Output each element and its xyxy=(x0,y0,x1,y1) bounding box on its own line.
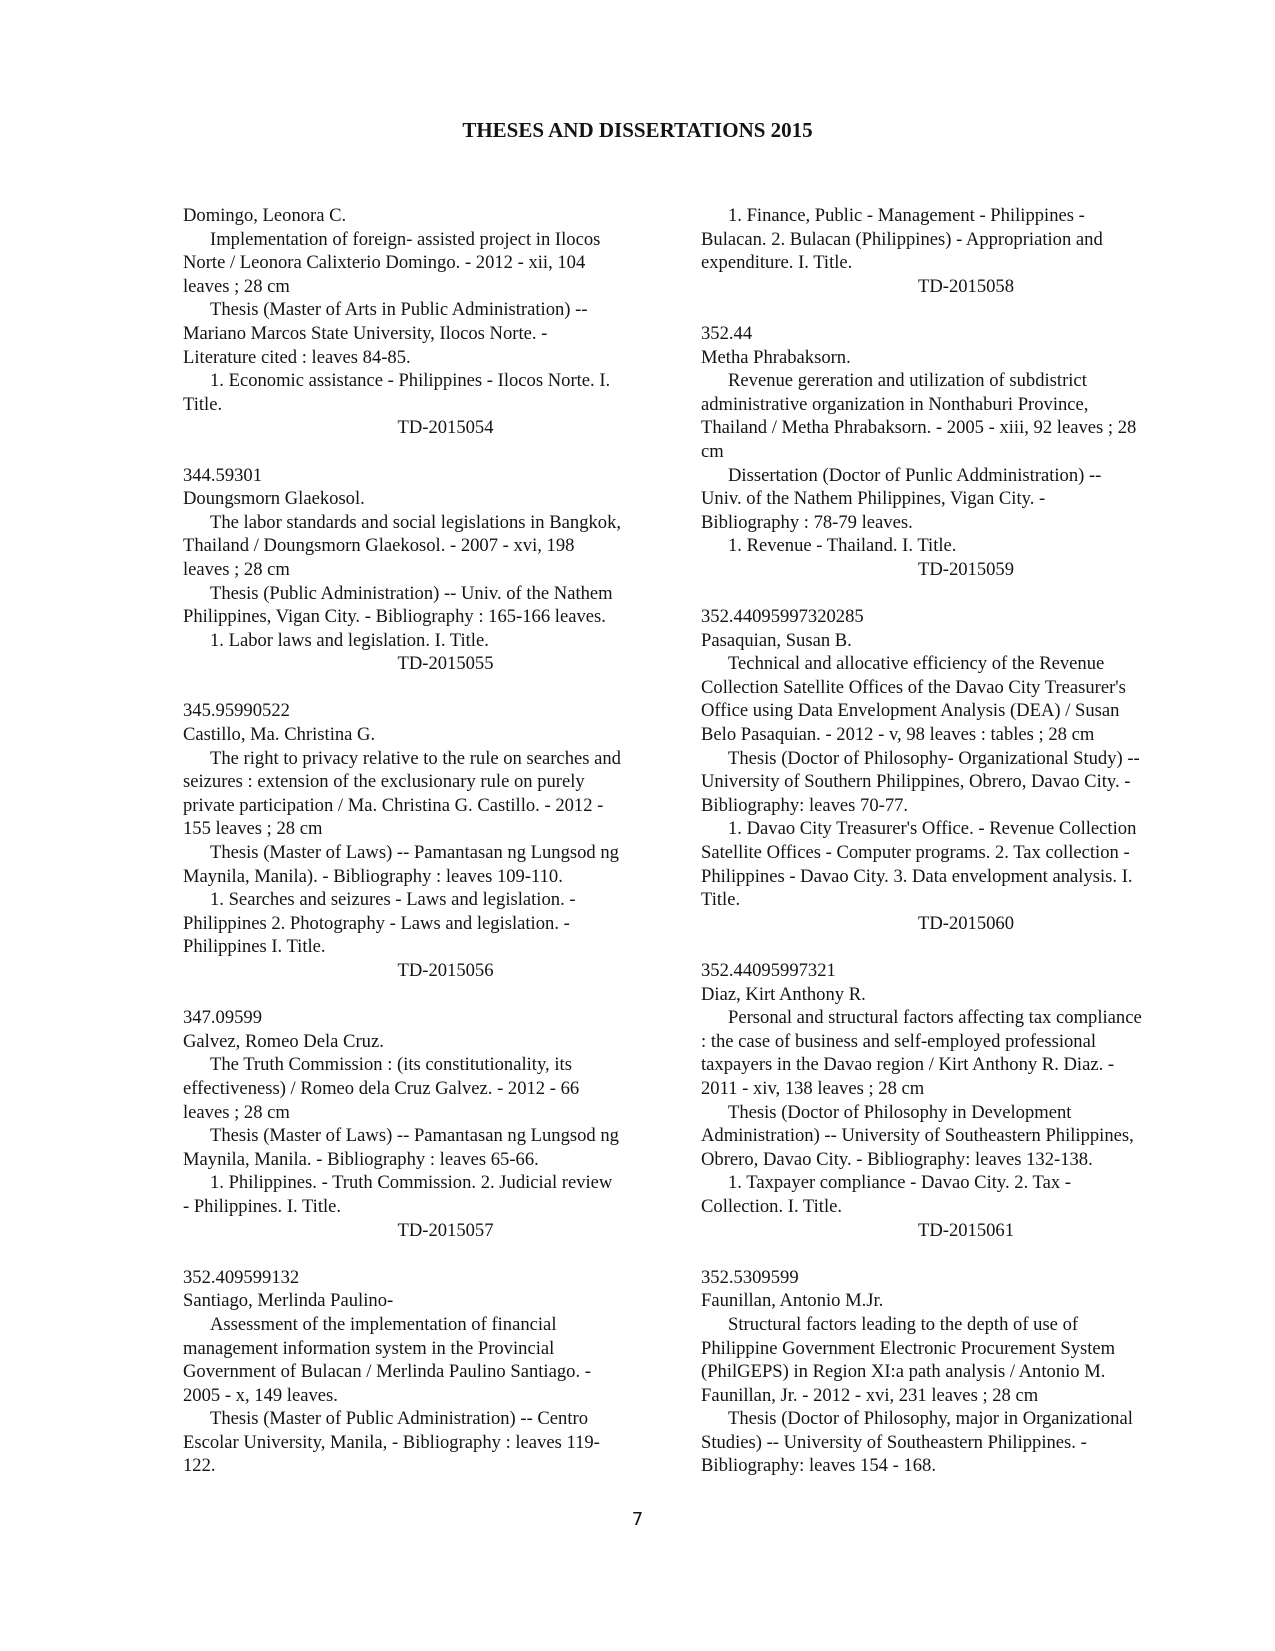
entry-line: Personal and structural factors affecting tax compliance xyxy=(728,1007,1142,1029)
entry-line: 1. Davao City Treasurer's Office. - Revenue Collection xyxy=(728,818,1137,840)
entry-line: Assessment of the implementation of financial xyxy=(210,1313,557,1335)
call-number: 347.09599 xyxy=(183,1007,263,1029)
entry-line: Univ. of the Nathem Philippines, Vigan City. - xyxy=(701,488,1046,510)
entry-line: Thesis (Doctor of Philosophy, major in Organizational xyxy=(728,1408,1133,1430)
entry-line: leaves ; 28 cm xyxy=(183,558,290,580)
entry-line: 1. Revenue - Thailand. I. Title. xyxy=(728,535,957,557)
entry-line: Philippines 2. Photography - Laws and legislation. - xyxy=(183,912,570,934)
entry-line: Domingo, Leonora C. xyxy=(183,205,347,226)
td-number: TD-2015059 xyxy=(917,558,1015,580)
entry-line: Technical and allocative efficiency of the Revenue xyxy=(728,653,1105,675)
entry-line: 122. xyxy=(183,1455,216,1477)
call-number: 352.5309599 xyxy=(701,1266,799,1288)
entry-line: expenditure. I. Title. xyxy=(701,252,853,274)
catalog-entry xyxy=(701,1266,1191,1478)
entry-line: taxpayers in the Davao region / Kirt Anthony R. Diaz. - xyxy=(701,1054,1115,1076)
entry-line: Belo Pasaquian. - 2012 - v, 98 leaves : tables ; 28 cm xyxy=(701,724,1095,746)
entry-line: 1. Taxpayer compliance - Davao City. 2. Tax - xyxy=(728,1172,1071,1194)
entry-line: Bibliography : 78-79 leaves. xyxy=(701,511,913,533)
entry-line: seizures : extension of the exclusionary rule on purely xyxy=(183,771,585,793)
entry-line: private participation / Ma. Christina G. Castillo. - 2012 - xyxy=(183,794,604,816)
entry-line: Collection. I. Title. xyxy=(701,1195,843,1217)
entry-line: The labor standards and social legislations in Bangkok, xyxy=(210,511,622,533)
entry-line: Escolar University, Manila, - Bibliography : leaves 119- xyxy=(183,1431,600,1453)
td-number: TD-2015061 xyxy=(917,1219,1015,1241)
catalog-entry xyxy=(183,1006,668,1242)
call-number: 352.44095997321 xyxy=(701,960,836,981)
entry-line: Santiago, Merlinda Paulino- xyxy=(183,1290,394,1312)
entry-line: 1. Economic assistance - Philippines - Ilocos Norte. I. xyxy=(210,370,611,392)
catalog-entry xyxy=(183,1266,668,1478)
entry-line: Thailand / Metha Phrabaksorn. - 2005 - xiii, 92 leaves ; 28 xyxy=(701,417,1137,439)
entry-line: Dissertation (Doctor of Punlic Addministration) -- xyxy=(728,464,1102,486)
entry-line: Bulacan. 2. Bulacan (Philippines) - Appropriation and xyxy=(701,228,1103,250)
entry-line: Thesis (Master of Arts in Public Administration) -- xyxy=(210,299,588,321)
entry-line: Bibliography: leaves 70-77. xyxy=(701,794,909,816)
entry-line: Office using Data Envelopment Analysis (DEA) / Susan xyxy=(701,700,1120,722)
entry-line: Faunillan, Jr. - 2012 - xvi, 231 leaves ; 28 cm xyxy=(701,1384,1039,1406)
entry-line: Galvez, Romeo Dela Cruz. xyxy=(183,1030,384,1052)
entry-line: 1. Searches and seizures - Laws and legislation. - xyxy=(210,889,576,911)
entry-line: 1. Finance, Public - Management - Philippines - xyxy=(728,205,1085,226)
entry-line: Thesis (Master of Public Administration) -- Centro xyxy=(210,1408,589,1430)
catalog-entry xyxy=(701,204,1191,298)
entry-line: administrative organization in Nonthaburi Province, xyxy=(701,393,1089,415)
entry-line: effectiveness) / Romeo dela Cruz Galvez. - 2012 - 66 xyxy=(183,1077,580,1099)
entry-line: The Truth Commission : (its constitutionality, its xyxy=(210,1054,572,1076)
entry-line: Thesis (Doctor of Philosophy in Development xyxy=(728,1101,1072,1123)
entry-line: Implementation of foreign- assisted project in Ilocos xyxy=(210,228,601,250)
entry-line: : the case of business and self-employed professional xyxy=(701,1030,1097,1052)
entry-line: Philippines I. Title. xyxy=(183,936,326,958)
entry-line: Faunillan, Antonio M.Jr. xyxy=(701,1290,884,1312)
entry-line: Literature cited : leaves 84-85. xyxy=(183,346,411,368)
entry-line: cm xyxy=(701,440,724,462)
entry-line: leaves ; 28 cm xyxy=(183,275,290,297)
entry-line: 1. Philippines. - Truth Commission. 2. Judicial review xyxy=(210,1172,613,1194)
left-column xyxy=(183,204,668,1502)
page-title: THESES AND DISSERTATIONS 2015 xyxy=(462,118,813,142)
entry-line: Philippines - Davao City. 3. Data envelopment analysis. I. xyxy=(701,865,1133,887)
entry-line: Philippines, Vigan City. - Bibliography : 165-166 leaves. xyxy=(183,606,606,628)
td-number: TD-2015055 xyxy=(397,653,494,675)
entry-line: 1. Labor laws and legislation. I. Title. xyxy=(210,629,489,651)
entry-line: Studies) -- University of Southeastern Philippines. - xyxy=(701,1431,1087,1453)
catalog-entry xyxy=(701,605,1191,935)
entry-line: (PhilGEPS) in Region XI:a path analysis / Antonio M. xyxy=(701,1361,1106,1383)
entry-line: Title. xyxy=(701,889,741,911)
call-number: 352.44 xyxy=(701,322,753,344)
entry-line: Castillo, Ma. Christina G. xyxy=(183,724,376,746)
entry-line: Structural factors leading to the depth of use of xyxy=(728,1313,1079,1335)
call-number: 345.95990522 xyxy=(183,700,290,722)
entry-line: Collection Satellite Offices of the Davao City Treasurer's xyxy=(701,676,1126,698)
td-number: TD-2015056 xyxy=(397,960,494,981)
entry-line: Diaz, Kirt Anthony R. xyxy=(701,983,866,1005)
entry-line: - Philippines. I. Title. xyxy=(183,1195,342,1217)
entry-line: Title. xyxy=(183,393,223,415)
entry-line: Thesis (Doctor of Philosophy- Organizational Study) -- xyxy=(728,747,1140,769)
entry-line: Maynila, Manila. - Bibliography : leaves 65-66. xyxy=(183,1148,539,1170)
td-number: TD-2015054 xyxy=(397,417,494,439)
entry-line: Administration) -- University of Southeastern Philippines, xyxy=(701,1125,1134,1147)
entry-line: Thesis (Public Administration) -- Univ. of the Nathem xyxy=(210,582,613,604)
entry-line: Satellite Offices - Computer programs. 2. Tax collection - xyxy=(701,842,1130,864)
entry-line: Thesis (Master of Laws) -- Pamantasan ng Lungsod ng xyxy=(210,1125,619,1147)
entry-line: management information system in the Provincial xyxy=(183,1337,555,1359)
catalog-entry xyxy=(183,204,668,440)
entry-line: Norte / Leonora Calixterio Domingo. - 2012 - xii, 104 xyxy=(183,252,586,274)
entry-line: Thesis (Master of Laws) -- Pamantasan ng Lungsod ng xyxy=(210,842,619,864)
entry-line: Philippine Government Electronic Procurement System xyxy=(701,1337,1116,1359)
call-number: 352.44095997320285 xyxy=(701,606,864,628)
entry-line: Mariano Marcos State University, Ilocos Norte. - xyxy=(183,322,548,344)
catalog-entry xyxy=(701,322,1191,582)
entry-line: Revenue gereration and utilization of subdistrict xyxy=(728,370,1087,392)
entry-line: Maynila, Manila). - Bibliography : leaves 109-110. xyxy=(183,865,563,887)
entry-line: The right to privacy relative to the rule on searches and xyxy=(210,747,621,769)
entry-line: Obrero, Davao City. - Bibliography: leaves 132-138. xyxy=(701,1148,1093,1170)
entry-line: 155 leaves ; 28 cm xyxy=(183,818,323,840)
catalog-entry xyxy=(183,464,668,676)
call-number: 352.409599132 xyxy=(183,1266,300,1288)
catalog-entry xyxy=(183,699,668,982)
entry-line: Thailand / Doungsmorn Glaekosol. - 2007 - xvi, 198 xyxy=(183,535,575,557)
page-number: 7 xyxy=(631,1509,644,1530)
catalog-entry xyxy=(701,959,1191,1242)
td-number: TD-2015060 xyxy=(917,912,1015,934)
entry-line: Bibliography: leaves 154 - 168. xyxy=(701,1455,936,1477)
td-number: TD-2015057 xyxy=(397,1219,494,1241)
call-number: 344.59301 xyxy=(183,464,263,486)
entry-line: leaves ; 28 cm xyxy=(183,1101,290,1123)
entry-line: 2005 - x, 149 leaves. xyxy=(183,1384,338,1406)
entry-line: University of Southern Philippines, Obrero, Davao City. - xyxy=(701,771,1131,793)
entry-line: Government of Bulacan / Merlinda Paulino Santiago. - xyxy=(183,1361,591,1383)
entry-line: Metha Phrabaksorn. xyxy=(701,346,851,368)
entry-line: Pasaquian, Susan B. xyxy=(701,629,852,651)
entry-line: 2011 - xiv, 138 leaves ; 28 cm xyxy=(701,1077,925,1099)
td-number: TD-2015058 xyxy=(917,275,1015,297)
right-column xyxy=(701,204,1191,1502)
entry-line: Doungsmorn Glaekosol. xyxy=(183,488,365,510)
